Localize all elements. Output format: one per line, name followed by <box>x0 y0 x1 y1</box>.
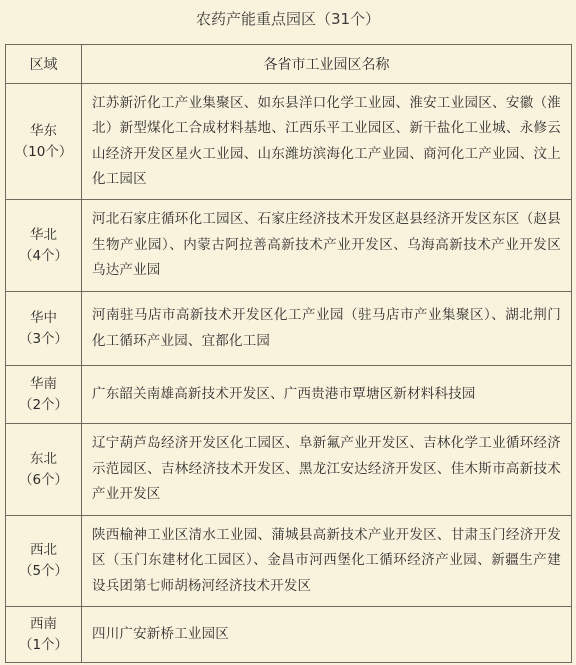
table-title: 农药产能重点园区（31个） <box>195 10 381 28</box>
parks-cell: 广东韶关南雄高新技术开发区、广西贵港市覃塘区新材料科技园 <box>82 366 572 424</box>
table-row-south <box>6 366 572 424</box>
region-cell <box>6 84 82 200</box>
table-row-northeast <box>6 424 572 516</box>
parks-cell: 江苏新沂化工产业集聚区、如东县洋口化学工业园、淮安工业园区、安徽（淮北）新型煤化工合成材料基地、江西乐平工业园区、新干盐化工业城、永修云山经济开发区星火工业园、山东潍坊滨海化工产业园、商河化工产业园、汶上化工园区 <box>82 84 572 200</box>
region-cell <box>6 200 82 292</box>
region-count: （4个） <box>18 247 69 264</box>
region-count: （1个） <box>18 636 69 653</box>
region-name: 华中 <box>30 309 57 326</box>
region-count: （10个） <box>14 143 73 160</box>
table-row-southwest <box>6 607 572 663</box>
table-row-northwest <box>6 516 572 607</box>
region-cell <box>6 292 82 366</box>
region-count: （3个） <box>18 330 69 347</box>
parks-cell: 河北石家庄循环化工园区、石家庄经济技术开发区赵县经济开发区东区（赵县生物产业园）、内蒙古阿拉善高新技术产业开发区、乌海高新技术产业开发区乌达产业园 <box>82 200 572 292</box>
header-region: 区域 <box>6 45 82 84</box>
region-name: 西南 <box>30 615 57 632</box>
table-row-north <box>6 200 572 292</box>
region-count: （2个） <box>18 396 69 413</box>
region-name: 华北 <box>30 226 57 243</box>
region-count: （5个） <box>18 563 69 579</box>
region-name: 西北 <box>30 542 57 558</box>
region-cell <box>6 516 82 607</box>
region-name: 华东 <box>30 122 57 139</box>
table-row-central <box>6 292 572 366</box>
header-parks: 各省市工业园区名称 <box>82 45 572 84</box>
parks-cell: 陕西榆神工业区清水工业园、蒲城县高新技术产业开发区、甘肃玉门经济开发区（玉门东建材化工园区）、金昌市河西堡化工循环经济产业园、新疆生产建设兵团第七师胡杨河经济技术开发区 <box>82 516 572 607</box>
region-cell <box>6 607 82 663</box>
region-name: 华南 <box>30 375 57 392</box>
region-cell <box>6 424 82 516</box>
region-cell <box>6 366 82 424</box>
table-row-east <box>6 84 572 200</box>
industrial-parks-table <box>5 44 572 663</box>
region-count: （6个） <box>18 471 69 488</box>
parks-cell: 四川广安新桥工业园区 <box>82 607 572 663</box>
parks-cell: 河南驻马店市高新技术开发区化工产业园（驻马店市产业集聚区）、湖北荆门化工循环产业园、宜都化工园 <box>82 292 572 366</box>
region-name: 东北 <box>30 450 57 467</box>
table-header-row <box>6 45 572 84</box>
parks-cell: 辽宁葫芦岛经济开发区化工园区、阜新氟产业开发区、吉林化学工业循环经济示范园区、吉林经济技术开发区、黑龙江安达经济开发区、佳木斯市高新技术产业开发区 <box>82 424 572 516</box>
